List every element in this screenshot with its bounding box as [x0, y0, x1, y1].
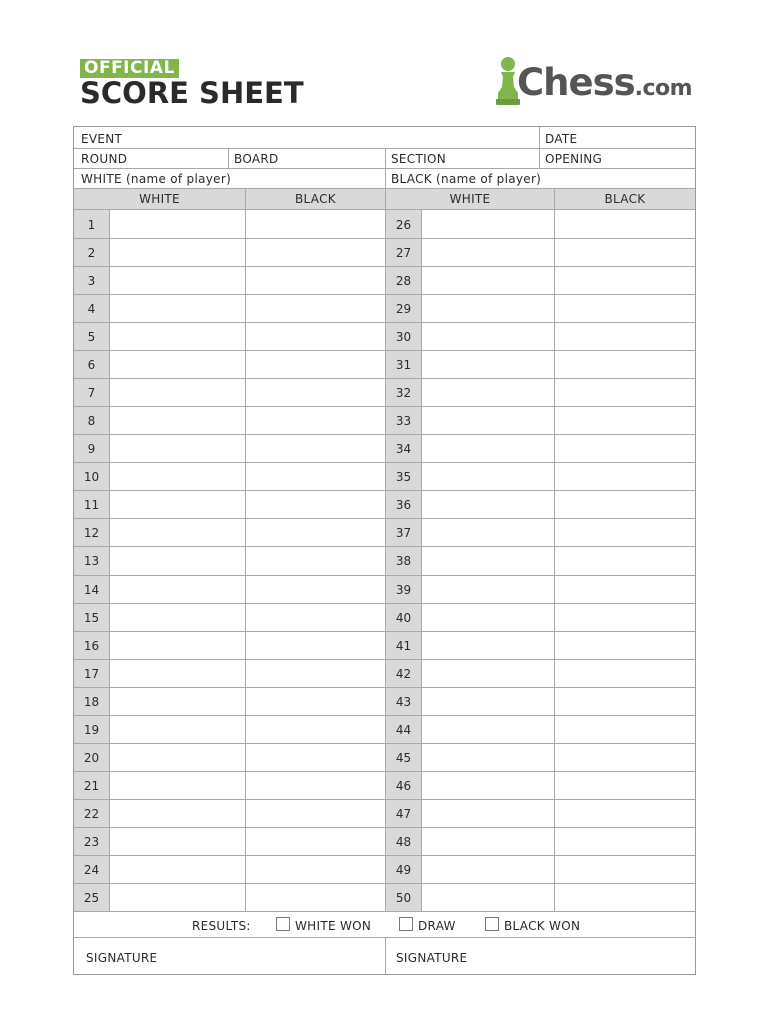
move-number: 28	[395, 274, 412, 289]
white-move-cell-right[interactable]	[422, 462, 554, 490]
white-move-cell-left[interactable]	[110, 406, 245, 434]
white-move-cell-right[interactable]	[422, 715, 554, 743]
white-move-cell-right[interactable]	[422, 546, 554, 574]
results-label: RESULTS:	[192, 919, 251, 933]
black-move-cell-right[interactable]	[555, 631, 695, 659]
move-number: 17	[83, 666, 100, 681]
black-won-label: BLACK WON	[504, 919, 581, 933]
black-move-cell-right[interactable]	[555, 743, 695, 771]
black-move-cell-left[interactable]	[246, 799, 385, 827]
white-move-cell-right[interactable]	[422, 687, 554, 715]
move-number: 6	[87, 358, 96, 373]
black-move-cell-left[interactable]	[246, 546, 385, 574]
white-move-cell-left[interactable]	[110, 771, 245, 799]
white-move-cell-right[interactable]	[422, 883, 554, 911]
black-move-cell-right[interactable]	[555, 855, 695, 883]
white-move-cell-right[interactable]	[422, 743, 554, 771]
signature-field-left[interactable]: SIGNATURE	[86, 951, 158, 965]
white-won-label: WHITE WON	[295, 919, 372, 933]
black-move-cell-left[interactable]	[246, 518, 385, 546]
white-move-cell-left[interactable]	[110, 546, 245, 574]
white-move-cell-right[interactable]	[422, 799, 554, 827]
section-field[interactable]: SECTION	[391, 152, 446, 166]
black-move-cell-right[interactable]	[555, 294, 695, 322]
white-move-cell-right[interactable]	[422, 210, 554, 238]
move-number: 30	[395, 330, 412, 345]
white-move-cell-left[interactable]	[110, 603, 245, 631]
move-number: 35	[395, 470, 412, 485]
white-move-cell-left[interactable]	[110, 434, 245, 462]
white-move-cell-left[interactable]	[110, 687, 245, 715]
white-move-cell-right[interactable]	[422, 631, 554, 659]
board-field[interactable]: BOARD	[234, 152, 279, 166]
black-move-cell-left[interactable]	[246, 715, 385, 743]
white-move-cell-left[interactable]	[110, 378, 245, 406]
move-number: 33	[395, 414, 412, 429]
black-move-cell-right[interactable]	[555, 210, 695, 238]
white-column-header-left: WHITE	[74, 189, 245, 209]
black-move-cell-left[interactable]	[246, 406, 385, 434]
black-move-cell-left[interactable]	[246, 883, 385, 911]
black-move-cell-left[interactable]	[246, 462, 385, 490]
move-number: 11	[83, 498, 100, 513]
move-number: 48	[395, 834, 412, 849]
black-move-cell-left[interactable]	[246, 631, 385, 659]
white-move-cell-right[interactable]	[422, 771, 554, 799]
black-move-cell-right[interactable]	[555, 799, 695, 827]
white-move-cell-right[interactable]	[422, 434, 554, 462]
event-field[interactable]: EVENT	[81, 132, 123, 146]
white-move-cell-left[interactable]	[110, 827, 245, 855]
move-number: 41	[395, 638, 412, 653]
black-move-cell-left[interactable]	[246, 238, 385, 266]
move-number: 36	[395, 498, 412, 513]
white-move-cell-right[interactable]	[422, 603, 554, 631]
move-number: 43	[395, 694, 412, 709]
move-number: 25	[83, 890, 100, 905]
move-number: 49	[395, 862, 412, 877]
white-won-checkbox[interactable]	[276, 917, 290, 931]
white-move-cell-right[interactable]	[422, 322, 554, 350]
black-move-cell-left[interactable]	[246, 743, 385, 771]
black-move-cell-left[interactable]	[246, 210, 385, 238]
black-move-cell-left[interactable]	[246, 350, 385, 378]
black-move-cell-left[interactable]	[246, 490, 385, 518]
white-move-cell-right[interactable]	[422, 350, 554, 378]
score-grid	[73, 126, 696, 975]
black-move-cell-left[interactable]	[246, 322, 385, 350]
black-move-cell-left[interactable]	[246, 294, 385, 322]
move-number: 40	[395, 610, 412, 625]
black-move-cell-left[interactable]	[246, 659, 385, 687]
black-move-cell-right[interactable]	[555, 518, 695, 546]
signature-field-right[interactable]: SIGNATURE	[396, 951, 468, 965]
white-move-cell-right[interactable]	[422, 827, 554, 855]
black-move-cell-right[interactable]	[555, 238, 695, 266]
black-move-cell-right[interactable]	[555, 687, 695, 715]
black-move-cell-left[interactable]	[246, 266, 385, 294]
move-number: 31	[395, 358, 412, 373]
move-number: 27	[395, 246, 412, 261]
move-number: 3	[87, 274, 96, 289]
white-move-cell-right[interactable]	[422, 378, 554, 406]
black-move-cell-right[interactable]	[555, 827, 695, 855]
black-move-cell-right[interactable]	[555, 350, 695, 378]
draw-label: DRAW	[418, 919, 456, 933]
white-move-cell-left[interactable]	[110, 659, 245, 687]
move-number: 1	[87, 218, 96, 232]
white-move-cell-right[interactable]	[422, 855, 554, 883]
move-number: 44	[395, 722, 412, 737]
white-move-cell-left[interactable]	[110, 631, 245, 659]
date-field[interactable]: DATE	[545, 132, 578, 146]
logo-main-text: Chess	[517, 61, 635, 104]
move-number: 32	[395, 386, 412, 401]
move-number: 47	[395, 806, 412, 821]
white-move-cell-left[interactable]	[110, 294, 245, 322]
move-number: 5	[87, 330, 96, 345]
white-move-cell-right[interactable]	[422, 518, 554, 546]
move-number: 7	[87, 386, 96, 401]
white-move-cell-right[interactable]	[422, 294, 554, 322]
black-move-cell-right[interactable]	[555, 771, 695, 799]
white-move-cell-left[interactable]	[110, 799, 245, 827]
white-player-field[interactable]: WHITE (name of player)	[81, 172, 232, 186]
move-number: 21	[83, 778, 100, 793]
white-move-cell-left[interactable]	[110, 575, 245, 603]
white-move-cell-left[interactable]	[110, 322, 245, 350]
white-move-cell-left[interactable]	[110, 518, 245, 546]
move-number: 39	[395, 582, 412, 597]
black-move-cell-right[interactable]	[555, 266, 695, 294]
black-move-cell-right[interactable]	[555, 715, 695, 743]
move-number: 34	[395, 442, 412, 457]
black-move-cell-right[interactable]	[555, 462, 695, 490]
white-move-cell-right[interactable]	[422, 406, 554, 434]
white-move-cell-left[interactable]	[110, 210, 245, 238]
move-number: 19	[83, 722, 100, 737]
move-number: 38	[395, 554, 412, 569]
move-number: 23	[83, 834, 100, 849]
black-player-field[interactable]: BLACK (name of player)	[391, 172, 542, 186]
black-move-cell-left[interactable]	[246, 603, 385, 631]
move-number: 18	[83, 694, 100, 709]
black-move-cell-right[interactable]	[555, 406, 695, 434]
move-number: 2	[87, 246, 96, 261]
white-move-cell-left[interactable]	[110, 490, 245, 518]
move-number: 8	[87, 414, 96, 429]
black-move-cell-right[interactable]	[555, 490, 695, 518]
white-move-cell-right[interactable]	[422, 238, 554, 266]
white-move-cell-left[interactable]	[110, 238, 245, 266]
black-move-cell-left[interactable]	[246, 434, 385, 462]
black-move-cell-left[interactable]	[246, 771, 385, 799]
black-move-cell-right[interactable]	[555, 434, 695, 462]
page-title: SCORE SHEET	[80, 76, 304, 110]
black-move-cell-right[interactable]	[555, 322, 695, 350]
black-move-cell-left[interactable]	[246, 827, 385, 855]
black-move-cell-right[interactable]	[555, 575, 695, 603]
black-move-cell-right[interactable]	[555, 378, 695, 406]
move-number: 26	[395, 218, 412, 232]
move-number: 14	[83, 582, 100, 597]
white-move-cell-left[interactable]	[110, 855, 245, 883]
white-move-cell-left[interactable]	[110, 462, 245, 490]
move-number: 24	[83, 862, 100, 877]
logo-suffix-text: .com	[634, 76, 693, 101]
move-number: 45	[395, 750, 412, 765]
black-move-cell-left[interactable]	[246, 575, 385, 603]
move-number: 29	[395, 302, 412, 317]
white-move-cell-right[interactable]	[422, 659, 554, 687]
black-move-cell-left[interactable]	[246, 378, 385, 406]
black-move-cell-right[interactable]	[555, 603, 695, 631]
round-field[interactable]: ROUND	[81, 152, 128, 166]
white-move-cell-right[interactable]	[422, 266, 554, 294]
chess-com-logo	[493, 55, 693, 107]
move-number: 12	[83, 526, 100, 541]
white-move-cell-left[interactable]	[110, 715, 245, 743]
move-number: 4	[87, 302, 96, 317]
move-number: 42	[395, 666, 412, 681]
black-move-cell-right[interactable]	[555, 883, 695, 911]
black-move-cell-left[interactable]	[246, 855, 385, 883]
move-number: 46	[395, 778, 412, 793]
white-move-cell-left[interactable]	[110, 743, 245, 771]
official-badge: OFFICIAL	[80, 59, 179, 78]
black-move-cell-right[interactable]	[555, 659, 695, 687]
opening-field[interactable]: OPENING	[545, 152, 603, 166]
black-column-header-left: BLACK	[246, 189, 385, 209]
move-number: 10	[83, 470, 100, 485]
white-move-cell-left[interactable]	[110, 883, 245, 911]
white-column-header-right: WHITE	[386, 189, 554, 209]
move-number: 16	[83, 638, 100, 653]
logo-wordmark	[517, 61, 692, 104]
sheet-header	[80, 58, 304, 110]
white-move-cell-left[interactable]	[110, 266, 245, 294]
white-move-cell-right[interactable]	[422, 490, 554, 518]
black-won-checkbox[interactable]	[485, 917, 499, 931]
move-number: 15	[83, 610, 100, 625]
white-move-cell-right[interactable]	[422, 575, 554, 603]
move-number: 37	[395, 526, 412, 541]
move-number: 22	[83, 806, 100, 821]
move-number: 13	[83, 554, 100, 569]
black-move-cell-left[interactable]	[246, 687, 385, 715]
move-number: 50	[395, 890, 412, 905]
white-move-cell-left[interactable]	[110, 350, 245, 378]
draw-checkbox[interactable]	[399, 917, 413, 931]
move-number: 20	[83, 750, 100, 765]
move-number: 9	[87, 442, 96, 457]
black-column-header-right: BLACK	[555, 189, 695, 209]
black-move-cell-right[interactable]	[555, 546, 695, 574]
